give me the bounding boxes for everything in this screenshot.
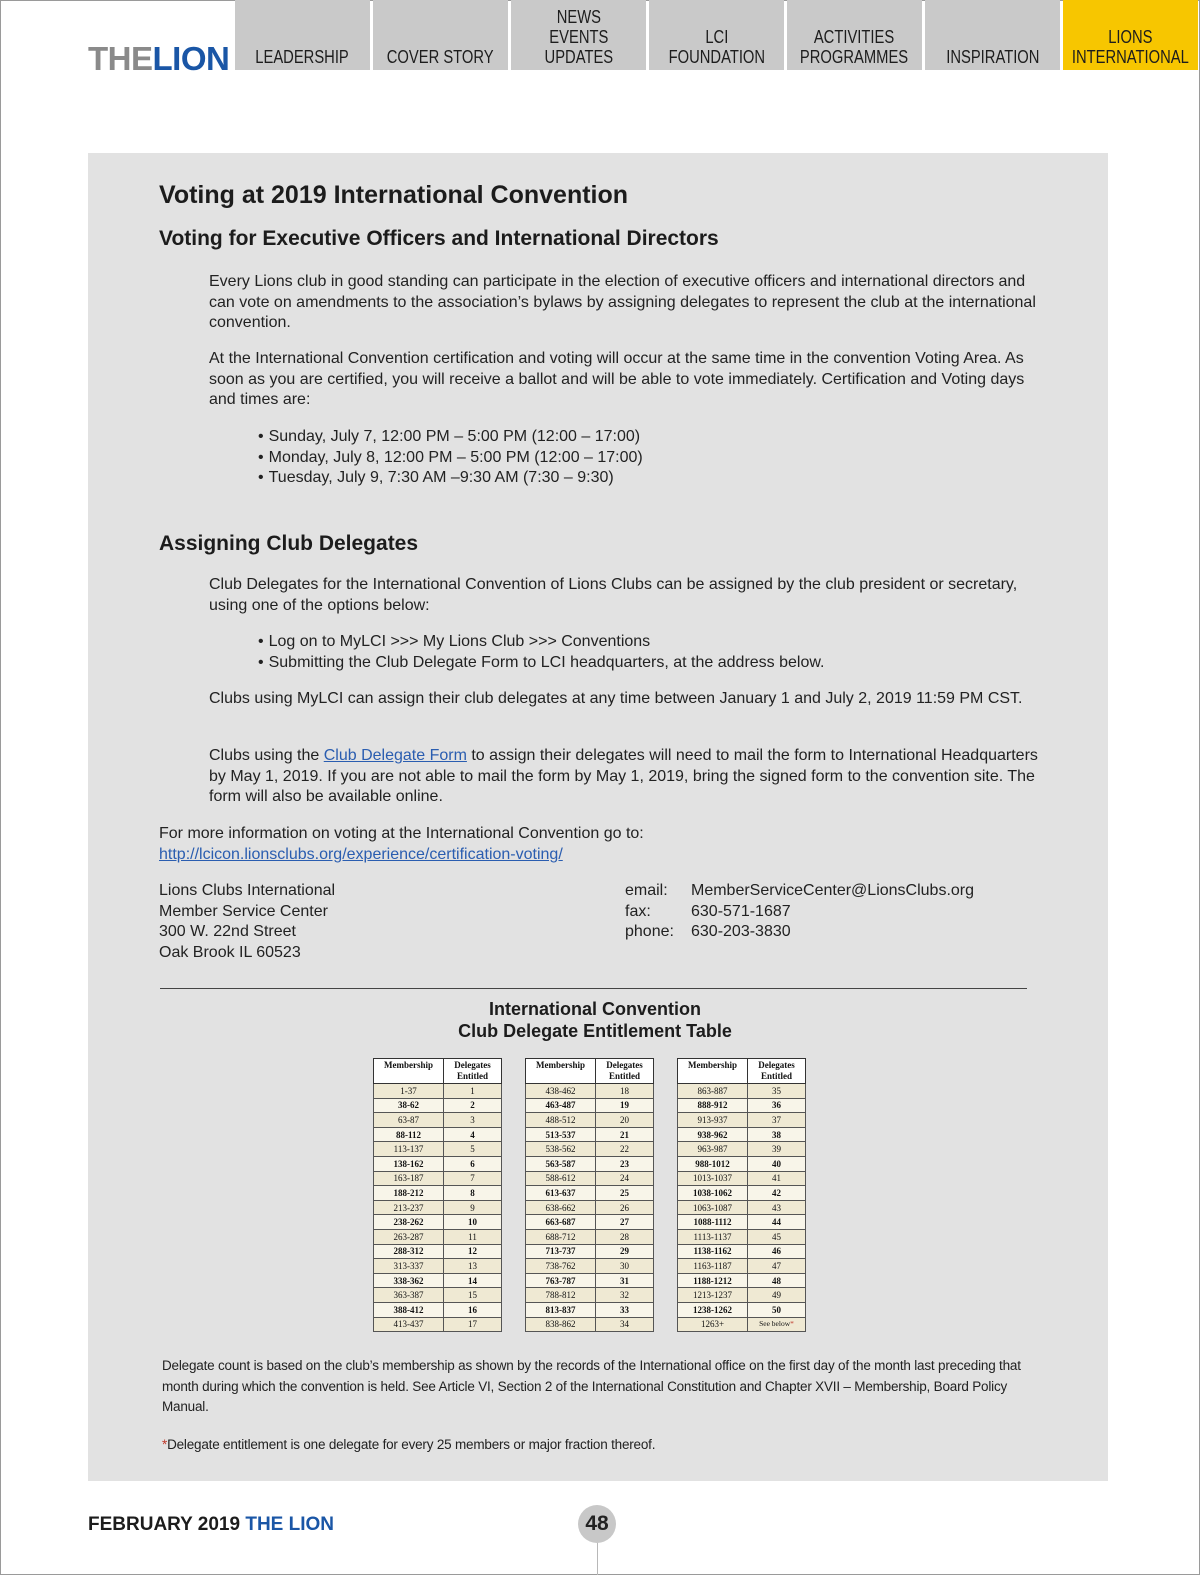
table-row [678,1302,806,1317]
contact-info [625,881,974,943]
delegates-cell: 13 [444,1259,502,1274]
delegates-cell: 5 [444,1142,502,1157]
tab-cover-story[interactable] [373,0,508,70]
table-row [374,1142,502,1157]
membership-cell: 938-962 [678,1127,748,1142]
tab-label: NEWS EVENTS UPDATES [544,7,613,67]
phone-label: phone: [625,923,674,940]
delegate-options-list [258,632,824,673]
tab-lions-international[interactable] [1063,0,1198,70]
paragraph-eligibility: Every Lions club in good standing can participate in the election of executive officers and international directors and can vote on amendments to the association’s bylaws by assigning delegates to represent the club at the international convention. [209,273,1036,331]
membership-cell: 1-37 [374,1084,444,1099]
delegates-cell: 42 [748,1186,806,1201]
table-row [678,1127,806,1142]
table-row [526,1244,654,1259]
delegates-cell: 30 [596,1259,654,1274]
list-item: • Submitting the Club Delegate Form to LCI headquarters, at the address below. [258,653,824,674]
table-row [526,1142,654,1157]
table-row [526,1302,654,1317]
asterisk: * [790,1319,794,1329]
table-row [526,1229,654,1244]
membership-cell: 63-87 [374,1113,444,1128]
delegates-cell: 17 [444,1317,502,1332]
membership-cell: 838-862 [526,1317,596,1332]
footer-brand: THE LION [245,1514,335,1535]
table-row [678,1244,806,1259]
delegates-cell: 31 [596,1273,654,1288]
membership-cell: 713-737 [526,1244,596,1259]
phone-value: 630-203-3830 [691,923,791,940]
delegates-cell: 15 [444,1288,502,1303]
table-row [526,1113,654,1128]
table-row [678,1186,806,1201]
table-row [678,1171,806,1186]
membership-cell: 188-212 [374,1186,444,1201]
membership-cell: 563-587 [526,1156,596,1171]
delegates-cell: 14 [444,1273,502,1288]
membership-cell: 1263+ [678,1317,748,1332]
delegates-cell: 36 [748,1098,806,1113]
membership-cell: 613-637 [526,1186,596,1201]
table-row [526,1288,654,1303]
delegates-cell: See below* [748,1317,806,1332]
membership-cell: 863-887 [678,1084,748,1099]
membership-cell: 113-137 [374,1142,444,1157]
tab-news-events-updates[interactable] [511,0,646,70]
paragraph-delegate-form [209,746,1039,808]
table-row [526,1273,654,1288]
contact-phone [625,922,974,943]
membership-cell: 1138-1162 [678,1244,748,1259]
membership-cell: 413-437 [374,1317,444,1332]
delegates-cell: 21 [596,1127,654,1142]
certification-voting-link[interactable]: http://lcicon.lionsclubs.org/experience/certification-voting/ [159,845,563,863]
membership-cell: 1213-1237 [678,1288,748,1303]
delegates-cell: 29 [596,1244,654,1259]
email-value: MemberServiceCenter@LionsClubs.org [691,882,975,899]
membership-cell: 738-762 [526,1259,596,1274]
table-row [374,1317,502,1332]
delegates-cell: 49 [748,1288,806,1303]
tab-lci-foundation[interactable] [649,0,784,70]
delegates-cell: 23 [596,1156,654,1171]
table-row [374,1288,502,1303]
delegates-cell: 43 [748,1200,806,1215]
fax-value: 630-571-1687 [691,902,791,920]
membership-cell: 1113-1137 [678,1229,748,1244]
delegates-cell: 9 [444,1200,502,1215]
table-row [526,1200,654,1215]
delegates-cell: 35 [748,1084,806,1099]
logo-lion: LION [152,40,230,77]
table-row [374,1127,502,1142]
tab-label: COVER STORY [387,47,494,67]
text: Clubs using the [209,747,324,764]
delegates-cell: 50 [748,1302,806,1317]
contact-email [625,881,974,902]
membership-cell: 988-1012 [678,1156,748,1171]
entitlement-table-3 [677,1058,806,1332]
table-row [678,1200,806,1215]
tab-label: LIONS INTERNATIONAL [1071,27,1190,67]
entitlement-table-title [380,998,810,1042]
table-row [374,1259,502,1274]
more-info [159,824,1039,865]
mailing-address [159,881,335,963]
table-row [526,1186,654,1201]
delegates-cell: 46 [748,1244,806,1259]
entitlement-footnote [162,1435,655,1455]
membership-cell: 1163-1187 [678,1259,748,1274]
membership-cell: 788-812 [526,1288,596,1303]
delegates-cell: 12 [444,1244,502,1259]
membership-cell: 1063-1087 [678,1200,748,1215]
membership-cell: 213-237 [374,1200,444,1215]
table-row [678,1317,806,1332]
footnote-star: * [162,1437,168,1452]
top-navigation [235,0,1200,70]
delegates-cell: 26 [596,1200,654,1215]
membership-cell: 538-562 [526,1142,596,1157]
membership-cell: 513-537 [526,1127,596,1142]
membership-cell: 88-112 [374,1127,444,1142]
col-delegates: Delegates Entitled [748,1059,806,1084]
delegates-cell: 16 [444,1302,502,1317]
title-line: Club Delegate Entitlement Table [458,1021,732,1041]
table-row [678,1259,806,1274]
table-row [678,1215,806,1230]
table-row [678,1084,806,1099]
footer-issue [88,1514,334,1536]
delegates-cell: 28 [596,1229,654,1244]
delegates-cell: 39 [748,1142,806,1157]
delegates-cell: 40 [748,1156,806,1171]
address-line: Lions Clubs International [159,882,336,899]
address-line: Oak Brook IL 60523 [159,943,301,961]
membership-cell: 963-987 [678,1142,748,1157]
col-membership: Membership [374,1059,444,1084]
delegates-cell: 33 [596,1302,654,1317]
membership-cell: 363-387 [374,1288,444,1303]
text: to assign their delegates will need to mail the form to International Headquarters by May 1, 2019. If you are not able to mail the form by May 1, 2019, bring the signed form to the convention site. The form will also be available online. [209,747,1038,805]
col-membership: Membership [526,1059,596,1084]
section-heading-delegates: Assigning Club Delegates [159,532,419,555]
list-item: • Tuesday, July 9, 7:30 AM –9:30 AM (7:30 – 9:30) [258,468,643,489]
footnote-text: Delegate entitlement is one delegate for every 25 members or major fraction thereof. [167,1437,656,1452]
list-item: • Sunday, July 7, 12:00 PM – 5:00 PM (12:00 – 17:00) [258,427,643,448]
membership-cell: 338-362 [374,1273,444,1288]
delegates-cell: 24 [596,1171,654,1186]
table-row [678,1098,806,1113]
delegates-cell: 4 [444,1127,502,1142]
divider [160,988,1027,989]
table-row [374,1229,502,1244]
table-row [678,1229,806,1244]
tab-label: LCI FOUNDATION [668,27,765,67]
article-title: Voting at 2019 International Convention [159,181,629,209]
paragraph-mylci: Clubs using MyLCI can assign their club delegates at any time between January 1 and July 2, 2019 11:59 PM CST. [209,690,1023,707]
delegates-cell: 32 [596,1288,654,1303]
delegates-cell: 2 [444,1098,502,1113]
delegates-cell: 44 [748,1215,806,1230]
table-row [374,1215,502,1230]
membership-cell: 288-312 [374,1244,444,1259]
fax-label: fax: [625,902,651,920]
delegates-cell: 34 [596,1317,654,1332]
tab-leadership[interactable] [235,0,370,70]
membership-cell: 1188-1212 [678,1273,748,1288]
table-row [526,1098,654,1113]
table-row [526,1156,654,1171]
section-heading-voting: Voting for Executive Officers and International Directors [159,227,719,250]
table-row [374,1084,502,1099]
table-row [374,1302,502,1317]
membership-cell: 388-412 [374,1302,444,1317]
delegates-cell: 18 [596,1084,654,1099]
delegates-cell: 3 [444,1113,502,1128]
tab-label: INSPIRATION [945,47,1040,67]
membership-cell: 688-712 [526,1229,596,1244]
list-item: • Monday, July 8, 12:00 PM – 5:00 PM (12:00 – 17:00) [258,448,643,469]
delegates-cell: 45 [748,1229,806,1244]
paragraph-certification: At the International Convention certification and voting will occur at the same time in the convention Voting Area. As soon as you are certified, you will receive a ballot and will be able to vote immediately. Certification and Voting days and times are: [209,350,1025,408]
table-row [678,1156,806,1171]
page-number: 48 [578,1505,616,1543]
col-delegates: Delegates Entitled [444,1059,502,1084]
delegates-cell: 48 [748,1273,806,1288]
delegates-cell: 10 [444,1215,502,1230]
table-row [374,1171,502,1186]
issue-date: FEBRUARY 2019 [88,1514,246,1535]
table-row [526,1317,654,1332]
tab-inspiration[interactable] [925,0,1060,70]
col-delegates: Delegates Entitled [596,1059,654,1084]
table-row [526,1215,654,1230]
membership-cell: 163-187 [374,1171,444,1186]
delegates-cell: 47 [748,1259,806,1274]
table-row [678,1273,806,1288]
delegates-cell: 6 [444,1156,502,1171]
table-row [374,1156,502,1171]
delegates-cell: 1 [444,1084,502,1099]
membership-cell: 1088-1112 [678,1215,748,1230]
membership-cell: 138-162 [374,1156,444,1171]
delegate-count-note: Delegate count is based on the club’s membership as shown by the records of the International office on the first day of the month last preceding that month during which the convention is held. See Article VI, Section 2 of the International Constitution and Chapter XVII – Membership, Board Policy Manual. [162,1358,1021,1414]
email-label: email: [625,882,668,899]
table-row [526,1084,654,1099]
table-row [374,1200,502,1215]
title-line: International Convention [488,999,701,1019]
table-row [678,1142,806,1157]
entitlement-table-1 [373,1058,502,1332]
delegates-cell: 27 [596,1215,654,1230]
col-membership: Membership [678,1059,748,1084]
tab-label: LEADERSHIP [255,47,350,67]
membership-cell: 1238-1262 [678,1302,748,1317]
list-item: • Log on to MyLCI >>> My Lions Club >>> Conventions [258,632,824,653]
membership-cell: 313-337 [374,1259,444,1274]
membership-cell: 488-512 [526,1113,596,1128]
delegates-cell: 19 [596,1098,654,1113]
delegates-cell: 41 [748,1171,806,1186]
table-row [526,1259,654,1274]
table-row [374,1186,502,1201]
delegates-cell: 20 [596,1113,654,1128]
delegates-cell: 38 [748,1127,806,1142]
delegates-cell: 25 [596,1186,654,1201]
membership-cell: 813-837 [526,1302,596,1317]
membership-cell: 763-787 [526,1273,596,1288]
table-row [678,1113,806,1128]
membership-cell: 1038-1062 [678,1186,748,1201]
entitlement-table-2 [525,1058,654,1332]
magazine-logo[interactable] [88,40,229,78]
membership-cell: 463-487 [526,1098,596,1113]
delegates-cell: 8 [444,1186,502,1201]
delegates-cell: 22 [596,1142,654,1157]
paragraph-delegates-intro: Club Delegates for the International Convention of Lions Clubs can be assigned by the club president or secretary, using one of the options below: [209,576,1018,614]
membership-cell: 38-62 [374,1098,444,1113]
address-line: Member Service Center [159,902,328,920]
tab-label: ACTIVITIES PROGRAMMES [800,27,909,67]
delegates-cell: 37 [748,1113,806,1128]
club-delegate-form-link[interactable]: Club Delegate Form [323,747,467,764]
membership-cell: 588-612 [526,1171,596,1186]
table-row [374,1244,502,1259]
membership-cell: 238-262 [374,1215,444,1230]
address-line: 300 W. 22nd Street [159,923,296,940]
membership-cell: 913-937 [678,1113,748,1128]
delegates-cell: 7 [444,1171,502,1186]
contact-fax [625,902,974,923]
table-row [678,1288,806,1303]
table-row [374,1113,502,1128]
membership-cell: 438-462 [526,1084,596,1099]
table-row [374,1273,502,1288]
table-row [374,1098,502,1113]
table-row [526,1171,654,1186]
table-row [526,1127,654,1142]
membership-cell: 263-287 [374,1229,444,1244]
delegates-cell: 11 [444,1229,502,1244]
membership-cell: 663-687 [526,1215,596,1230]
voting-days-list [258,427,643,489]
more-info-text: For more information on voting at the International Convention go to: [159,825,644,842]
logo-the: THE [88,40,153,77]
tab-activities-programmes[interactable] [787,0,922,70]
membership-cell: 638-662 [526,1200,596,1215]
membership-cell: 1013-1037 [678,1171,748,1186]
membership-cell: 888-912 [678,1098,748,1113]
